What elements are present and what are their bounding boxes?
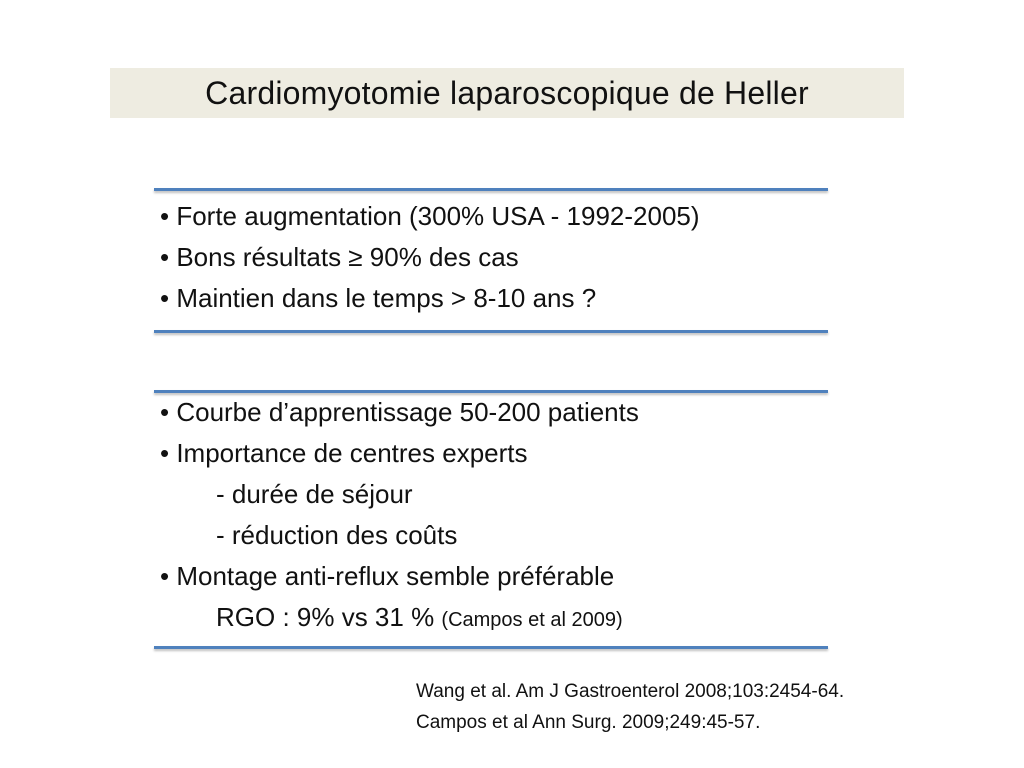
rgo-line <box>160 597 840 638</box>
title-banner <box>110 68 904 118</box>
details-box <box>160 392 840 638</box>
bullet-item: • Bons résultats ≥ 90% des cas <box>160 242 519 272</box>
sub-item: - réduction des coûts <box>216 520 458 550</box>
bullet-item: • Forte augmentation (300% USA - 1992-2005) <box>160 201 700 231</box>
box1-top-rule <box>154 188 828 191</box>
box2-bottom-rule <box>154 646 828 649</box>
key-points-box <box>160 196 840 319</box>
slide-title: Cardiomyotomie laparoscopique de Heller <box>205 74 809 111</box>
bullet-item: • Importance de centres experts <box>160 438 528 468</box>
rgo-citation: (Campos et al 2009) <box>441 609 623 631</box>
box1-bottom-rule <box>154 330 828 333</box>
bullet-item: • Maintien dans le temps > 8-10 ans ? <box>160 283 597 313</box>
bullet-item: • Montage anti-reflux semble préférable <box>160 561 615 591</box>
sub-item: - durée de séjour <box>216 479 413 509</box>
reference-item: Wang et al. Am J Gastroenterol 2008;103:2454-64. <box>416 681 845 702</box>
bullet-item: • Courbe d’apprentissage 50-200 patients <box>160 397 639 427</box>
rgo-value: RGO : 9% vs 31 % <box>216 602 442 632</box>
reference-item: Campos et al Ann Surg. 2009;249:45-57. <box>416 712 761 733</box>
references <box>416 676 976 738</box>
